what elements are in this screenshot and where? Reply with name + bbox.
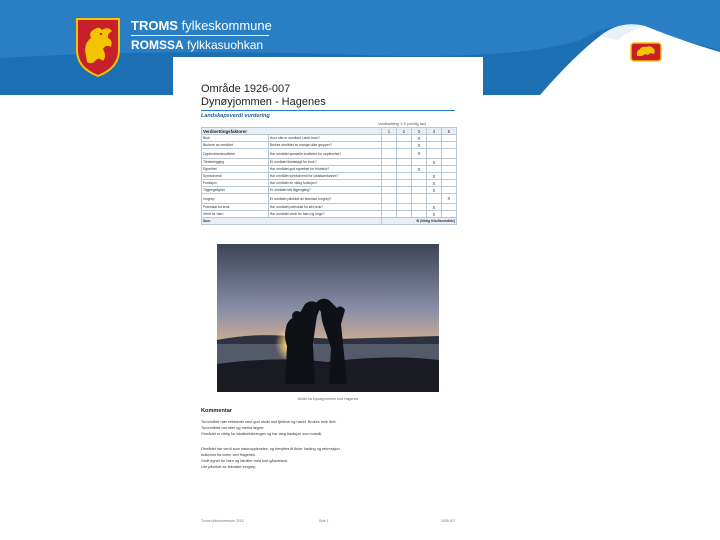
brand-name-norwegian (131, 18, 272, 33)
table-cell-factor: Inngrep (202, 194, 269, 204)
footer-center: Side 1 (319, 519, 329, 523)
table-cell-score (396, 211, 411, 218)
table-cell-factor: Bruk (202, 135, 269, 142)
table-cell-score (441, 204, 456, 211)
table-cell-score (381, 166, 396, 173)
table-cell-score (426, 194, 441, 204)
table-sum-value: B (Viktig friluftsområde) (381, 218, 456, 225)
table-cell-desc: Har området potensial for økt bruk? (268, 204, 381, 211)
table-row (202, 166, 457, 173)
table-row (202, 149, 457, 159)
table-cell-score: X (411, 142, 426, 149)
comment-line: Turområde nær tettstedet med god utsikt mot fjellene og havet. Brukes hele året. (201, 420, 337, 424)
table-row (202, 173, 457, 180)
table-row (202, 204, 457, 211)
table-cell-score (441, 149, 456, 159)
assessment-table (201, 127, 457, 225)
table-cell-score (381, 135, 396, 142)
scale-note: Verdisetting 1-5 (veldig lav) (378, 121, 427, 126)
table-cell-factor: Symbolverdi (202, 173, 269, 180)
brand-name-sami-bold: ROMSSA (131, 38, 184, 52)
photo-caption: Utsikt fra Dynøyjommen mot Hagenes (297, 397, 359, 401)
table-header-score: 2 (396, 128, 411, 135)
table-cell-desc: Er området påvirket av tekniske inngrep? (268, 194, 381, 204)
table-cell-score (441, 187, 456, 194)
table-cell-desc: Er området lett tilgjengelig? (268, 187, 381, 194)
table-row (202, 159, 457, 166)
table-cell-score (396, 159, 411, 166)
table-cell-factor: Potensial for bruk (202, 204, 269, 211)
table-sum-row (202, 218, 457, 225)
table-cell-score (441, 159, 456, 166)
comment-line: Lite påvirket av tekniske inngrep. (201, 465, 257, 469)
table-cell-score (396, 173, 411, 180)
title-divider (201, 110, 455, 111)
table-cell-factor: Tilrettelegging (202, 159, 269, 166)
table-cell-score (381, 149, 396, 159)
coat-of-arms-icon (74, 16, 122, 78)
brand-divider (131, 35, 269, 36)
table-cell-score (426, 135, 441, 142)
section-heading: Landskapsverdi vurdering (201, 113, 270, 119)
comment-line: Adkomst fra veien ved Hagenes. (201, 453, 256, 457)
table-cell-score (441, 166, 456, 173)
table-cell-desc: Har området god egnethet for friluftsliv? (268, 166, 381, 173)
table-cell-score (396, 166, 411, 173)
table-cell-score (441, 180, 456, 187)
table-cell-desc: Har området spesielle kvaliteter for opplevelse? (268, 149, 381, 159)
table-cell-factor: Brukere av området (202, 142, 269, 149)
table-cell-score (411, 211, 426, 218)
footer-left: Troms fylkeskommune 2015 (201, 519, 244, 523)
comment-line: Turområdet har stier og merka løyper. (201, 426, 265, 430)
table-cell-factor: Opplevelseskvaliteter (202, 149, 269, 159)
table-cell-factor: Tilgjengelighet (202, 187, 269, 194)
table-cell-score (381, 194, 396, 204)
table-cell-score: X (411, 166, 426, 173)
table-cell-score (381, 173, 396, 180)
table-cell-score: X (426, 180, 441, 187)
document-subtitle: Dynøyjommen - Hagenes (201, 96, 326, 108)
table-cell-desc: Brukes området av mange ulike grupper? (268, 142, 381, 149)
table-row (202, 180, 457, 187)
table-cell-score: X (426, 211, 441, 218)
table-header-factor: Verdisettingsfaktorer (202, 128, 382, 135)
table-cell-score: X (426, 159, 441, 166)
table-cell-score (396, 194, 411, 204)
table-row (202, 135, 457, 142)
table-cell-score (426, 142, 441, 149)
table-cell-score (426, 166, 441, 173)
table-cell-score (411, 187, 426, 194)
footer-right: 1926-007 (441, 519, 456, 523)
table-cell-factor: Funksjon (202, 180, 269, 187)
table-sum-label: Sum (202, 218, 382, 225)
comment-line: Godt egnet for barn og familier med kort gåavstand. (201, 459, 288, 463)
table-cell-score (381, 187, 396, 194)
table-header-score: 3 (411, 128, 426, 135)
table-cell-score (411, 204, 426, 211)
table-cell-score (396, 135, 411, 142)
table-cell-score (396, 204, 411, 211)
table-cell-score (396, 149, 411, 159)
table-cell-score (381, 204, 396, 211)
table-cell-score (381, 159, 396, 166)
table-cell-desc: Er området tilrettelagt for bruk? (268, 159, 381, 166)
table-row (202, 187, 457, 194)
table-cell-score (441, 173, 456, 180)
table-cell-score (426, 149, 441, 159)
table-cell-score: X (411, 135, 426, 142)
table-cell-score (381, 142, 396, 149)
table-cell-score (441, 135, 456, 142)
table-cell-desc: Har området verdi for barn og unge? (268, 211, 381, 218)
sunset-photo (217, 244, 439, 392)
table-cell-desc: Har området en viktig funksjon? (268, 180, 381, 187)
table-cell-score (411, 173, 426, 180)
table-cell-score (411, 180, 426, 187)
brand-name-sami-light: fylkkasuohkan (183, 38, 264, 52)
table-cell-score (396, 187, 411, 194)
brand-name-sami (131, 38, 263, 52)
table-cell-factor: Verdi for barn (202, 211, 269, 218)
document-page (173, 57, 483, 540)
table-cell-factor: Egnethet (202, 166, 269, 173)
table-header-score: 1 (381, 128, 396, 135)
table-cell-score: X (411, 149, 426, 159)
table-cell-score: X (426, 173, 441, 180)
table-header-score: 4 (426, 128, 441, 135)
table-row (202, 194, 457, 204)
table-cell-score (411, 159, 426, 166)
table-cell-desc: Har området symbolverdi for lokalsamfunnet? (268, 173, 381, 180)
comment-line: Området er viktig for lokalbefolkningen og har lang tradisjon som turmål. (201, 432, 323, 436)
table-cell-score (381, 211, 396, 218)
table-header-row (202, 128, 457, 135)
comment-line: Området har verdi som naturopplevelse, og benyttes til fiske, bading og rekreasjon. (201, 447, 341, 451)
brand-name-norwegian-light: fylkeskommune (177, 18, 272, 33)
comment-heading: Kommentar (201, 408, 233, 414)
table-cell-score (396, 142, 411, 149)
table-cell-score (441, 142, 456, 149)
table-cell-score (441, 211, 456, 218)
brand-name-norwegian-bold: TROMS (131, 18, 178, 33)
table-cell-score (381, 180, 396, 187)
table-cell-score (396, 180, 411, 187)
table-cell-score: X (441, 194, 456, 204)
table-cell-score (411, 194, 426, 204)
coat-of-arms-badge-icon (630, 42, 662, 62)
table-row (202, 142, 457, 149)
table-row (202, 211, 457, 218)
document-title: Område 1926-007 (201, 83, 291, 95)
table-header-score: 5 (441, 128, 456, 135)
table-cell-score: X (426, 204, 441, 211)
table-cell-desc: Hvor ofte er området i aktiv bruk? (268, 135, 381, 142)
table-cell-score: X (426, 187, 441, 194)
